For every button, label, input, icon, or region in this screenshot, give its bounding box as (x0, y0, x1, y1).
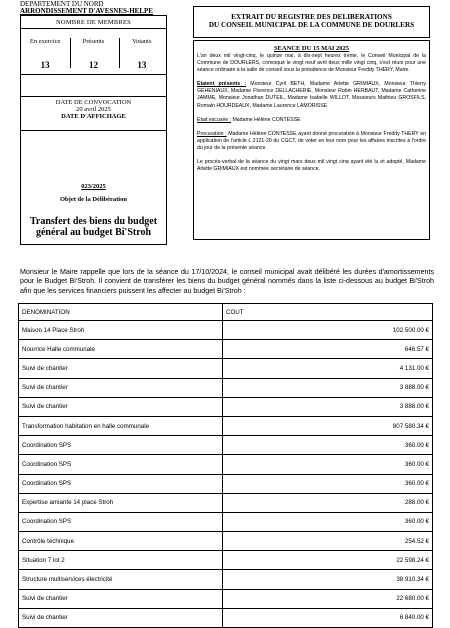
cell-denomination: Structure multiservices électricité (19, 570, 223, 589)
cell-cout: 3 888.00 € (223, 397, 433, 416)
present-label: Etaient présents : (197, 81, 247, 88)
table-row (19, 416, 433, 435)
session-opening: L'an deux mil vingt-cinq, le quinze mai, à dix-sept heures trente, le Conseil Municipal de la Commune de DOURLERS, convoqué le vingt neuf avril deux mille vingt cinq, s'est réuni pour une séance ordinaire à la salle de conseil sous la présidence de Monsieur Freddy THERY, Maire. (197, 53, 426, 74)
divider (21, 74, 166, 75)
members-values (21, 60, 166, 70)
table-row (19, 359, 433, 378)
session-title: SEANCE DU 15 MAI 2025 (273, 45, 350, 52)
table-row (19, 378, 433, 397)
divider (21, 28, 166, 29)
cell-denomination: Coordination SPS (19, 474, 223, 493)
val-presents: 12 (88, 60, 98, 70)
affichage-label: DATE D'AFFICHAGE (61, 113, 126, 120)
cell-cout: 102 500.00 € (223, 321, 433, 340)
convocation-date: 20 avril 2025 (76, 106, 111, 113)
cell-cout: 646.57 € (223, 340, 433, 359)
department-label: DEPARTEMENT DU NORD (20, 0, 104, 8)
col-votants: Votants (132, 38, 152, 45)
cell-denomination: Suivi de chantier (19, 589, 223, 608)
cell-denomination: Suivi de chantier (19, 608, 223, 627)
cell-denomination: Coordination SPS (19, 512, 223, 531)
cell-cout: 4 131.00 € (223, 359, 433, 378)
cell-cout: 22 680.00 € (223, 589, 433, 608)
cell-denomination: Suivi de chantier (19, 359, 223, 378)
meta-box (20, 15, 167, 245)
cell-denomination: Suivi de chantier (19, 378, 223, 397)
cell-cout: 22 598.24 € (223, 551, 433, 570)
proxy-text: Madame Hélène CONTESSE ayant donné procuration à Monsieur Freddy THERY en application de l'article L.2121-20 du CGCT, de voter en leur nom pour les affaires inscrites à l'ordre du jour de la présente séance. (197, 130, 426, 151)
cell-cout: 360.00 € (223, 474, 433, 493)
cell-cout: 360.00 € (223, 436, 433, 455)
header-denomination: DENOMINATION (19, 304, 223, 321)
cell-denomination: Transformation habitation en halle communale (19, 416, 223, 435)
cell-cout: 254.52 € (223, 532, 433, 551)
header-cout: COUT (223, 304, 433, 321)
table-row (19, 532, 433, 551)
table-row (19, 608, 433, 627)
val-en-exercice: 13 (40, 60, 50, 70)
deliberation-number: 023/2025 (81, 183, 106, 190)
cell-cout: 360.00 € (223, 455, 433, 474)
cell-denomination: Contrôle technique (19, 532, 223, 551)
excused-text: Madame Hélène CONTESSE (231, 116, 301, 123)
intro-paragraph: Monsieur le Maire rappelle que lors de la séance du 17/10/2024, le conseil municipal avait délibéré les durées d'amortissements pour le Budget Bi'Stroh. Il convient de transférer les biens du budget général nommés dans la liste ci-dessous au budget Bi'Stroh afin que les services financiers puissent les affecter au budget Bi'Stroh : (20, 268, 434, 295)
table-row (19, 397, 433, 416)
cell-cout: 38 910.34 € (223, 570, 433, 589)
excused-label: Etait excusée : (197, 116, 232, 123)
arrondissement-label: ARRONDISSEMENT D'AVESNES-HELPE (20, 7, 153, 15)
proxy-paragraph (197, 131, 426, 152)
table-row (19, 340, 433, 359)
cell-denomination: Coordination SPS (19, 436, 223, 455)
table-row (19, 570, 433, 589)
present-text: Monsieur Cyril BETH, Madame Arlette GRIMIAUX, Monsieur Thierry GEHENIAUX, Madame Florence DELLACHERIE, Monsieur Robin HERBAUT, Madame Catherine JAMME, Monsieur Jonathan DUTEIL, Madame Isabelle WILLOT, Messieurs Mathieu GROSFILS, Romain HOURDEAUX, Madame Laurence LAMORISSE (197, 81, 426, 109)
register-line-1: EXTRAIT DU REGISTRE DES DELIBERATIONS (231, 13, 392, 21)
table-row (19, 589, 433, 608)
cell-denomination: Suivi de chantier (19, 397, 223, 416)
table-row (19, 551, 433, 570)
excused-paragraph (197, 117, 426, 124)
table-row (19, 321, 433, 340)
table-row (19, 493, 433, 512)
cell-denomination: Nourrice Halle communale (19, 340, 223, 359)
register-line-2: DU CONSEIL MUNICIPAL DE LA COMMUNE DE DOURLERS (208, 21, 415, 29)
cell-cout: 6 840.00 € (223, 608, 433, 627)
cell-denomination: Expertise amiante 14 place Stroh (19, 493, 223, 512)
cell-cout: 288.00 € (223, 493, 433, 512)
cell-denomination: Coordination SPS (19, 455, 223, 474)
session-box (193, 40, 430, 240)
proxy-label: Procuration : (197, 130, 227, 137)
members-title: NOMBRE DE MEMBRES (56, 19, 131, 26)
cell-cout: 3 888.00 € (223, 378, 433, 397)
divider (21, 96, 166, 97)
table-row (19, 455, 433, 474)
cell-cout: 360.00 € (223, 512, 433, 531)
val-votants: 13 (137, 60, 147, 70)
table-header-row (19, 304, 433, 321)
col-en-exercice: En exercice (29, 38, 61, 45)
present-paragraph (197, 81, 426, 109)
register-title-box (193, 6, 430, 38)
table-row (19, 474, 433, 493)
cell-denomination: Situation 7 lot 2 (19, 551, 223, 570)
cell-denomination: Maison 14 Place Stroh (19, 321, 223, 340)
table-row (19, 512, 433, 531)
table-row (19, 436, 433, 455)
assets-table (18, 303, 433, 628)
deliberation-subject: Transfert des biens du budget général au budget Bi'Stroh (29, 216, 158, 238)
session-closing: Le procès-verbal de la séance du vingt mars deux mil vingt cinq ayant été lu et adopté, Madame Arlette GRIMIAUX est nommée secrétaire de séance. (197, 159, 426, 173)
cell-cout: 807 580.34 € (223, 416, 433, 435)
objet-label: Objet de la Délibération (60, 196, 127, 203)
col-presents: Présents (82, 38, 105, 45)
members-columns (21, 38, 166, 45)
divider (21, 130, 166, 131)
convocation-label: DATE DE CONVOCATION (55, 99, 132, 106)
